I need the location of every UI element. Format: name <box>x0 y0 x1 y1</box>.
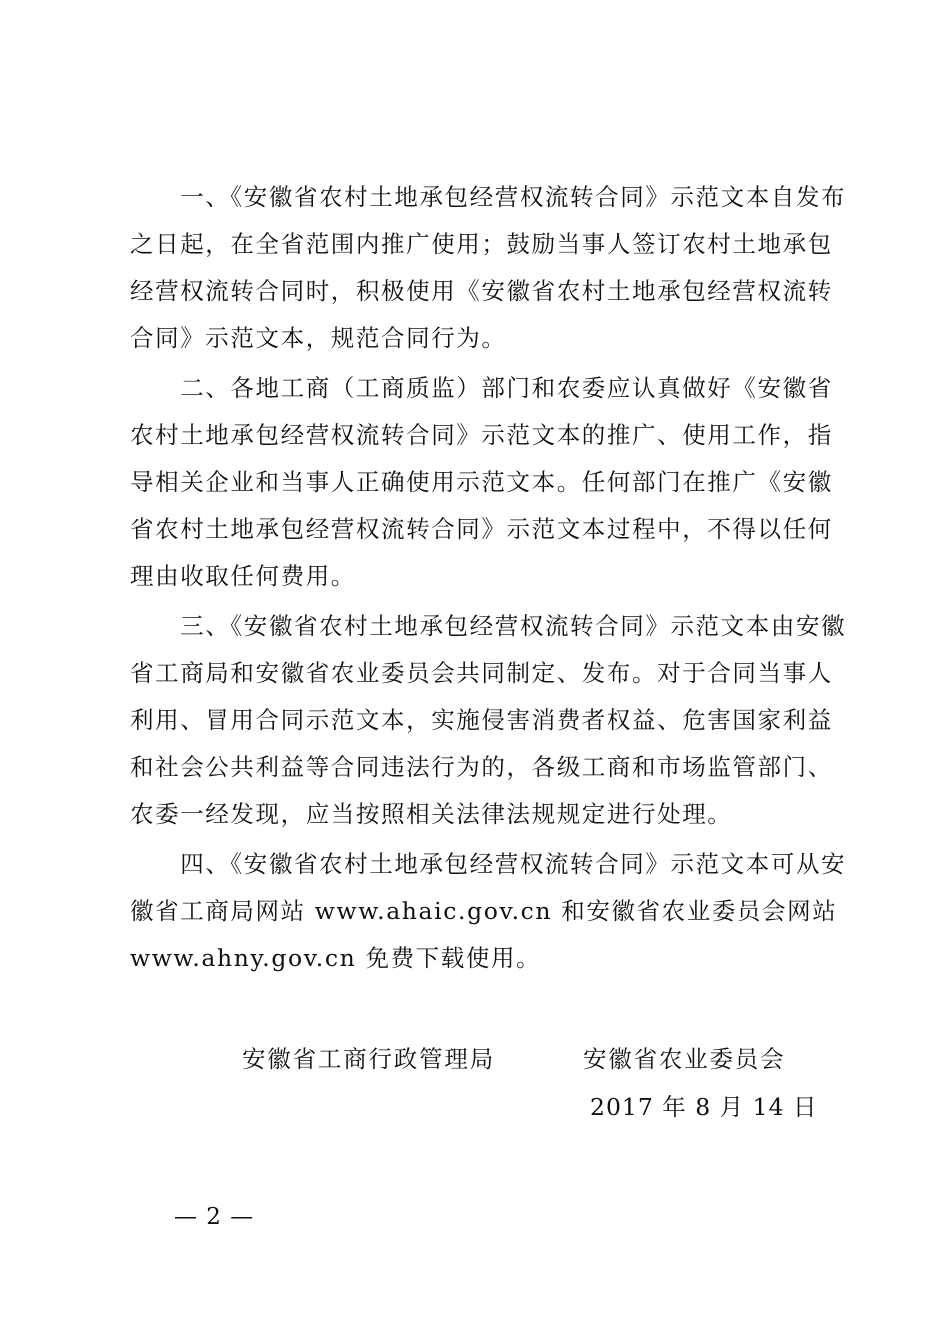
text-line: 经营权流转合同时，积极使用《安徽省农村土地承包经营权流转 <box>130 277 833 305</box>
paragraph-2 <box>130 365 832 600</box>
signature-org-agriculture: 安徽省农业委员会 <box>583 1045 786 1073</box>
text-line: www.ahny.gov.cn 免费下载使用。 <box>130 944 542 972</box>
text-line: 四、《安徽省农村土地承包经营权流转合同》示范文本可从安 <box>130 850 847 878</box>
signature-date: 2017 年 8 月 14 日 <box>590 1093 818 1121</box>
text-line: 农委一经发现，应当按照相关法律法规规定进行处理。 <box>130 800 733 828</box>
text-line: 和社会公共利益等合同违法行为的，各级工商和市场监管部门、 <box>130 753 833 781</box>
text-line: 省农村土地承包经营权流转合同》示范文本过程中，不得以任何 <box>130 515 833 543</box>
text-line: 合同》示范文本，规范合同行为。 <box>130 324 507 352</box>
text-line: 利用、冒用合同示范文本，实施侵害消费者权益、危害国家利益 <box>130 706 833 734</box>
text-line: 三、《安徽省农村土地承包经营权流转合同》示范文本由安徽 <box>130 612 847 640</box>
text-line: 二、各地工商（工商质监）部门和农委应认真做好《安徽省 <box>130 374 833 402</box>
signature-org-aic: 安徽省工商行政管理局 <box>242 1045 495 1073</box>
text-line: 理由收取任何费用。 <box>130 562 356 590</box>
paragraph-3 <box>130 603 847 838</box>
text-line: 导相关企业和当事人正确使用示范文本。任何部门在推广《安徽 <box>130 468 833 496</box>
text-line: 省工商局和安徽省农业委员会共同制定、发布。对于合同当事人 <box>130 659 833 687</box>
paragraph-4 <box>130 841 847 982</box>
paragraph-1 <box>130 174 847 362</box>
text-line: 农村土地承包经营权流转合同》示范文本的推广、使用工作，指 <box>130 421 833 449</box>
page-number: — 2 — <box>174 1204 255 1230</box>
text-line: 之日起，在全省范围内推广使用；鼓励当事人签订农村土地承包 <box>130 230 833 258</box>
text-line: 徽省工商局网站 www.ahaic.gov.cn 和安徽省农业委员会网站 <box>130 897 838 925</box>
text-line: 一、《安徽省农村土地承包经营权流转合同》示范文本自发布 <box>130 183 847 211</box>
